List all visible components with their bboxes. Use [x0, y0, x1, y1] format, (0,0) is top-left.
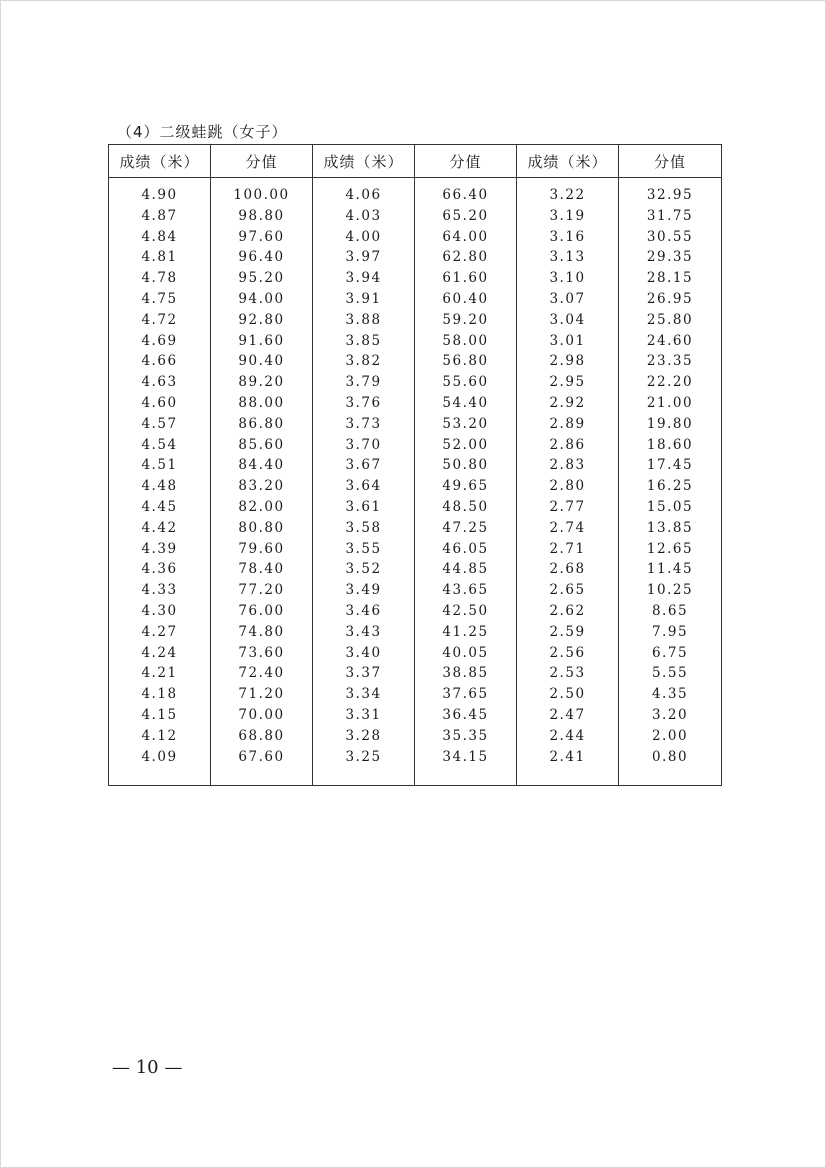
- table-row: [109, 705, 722, 726]
- cell-score-1: 4.72: [109, 310, 211, 331]
- spacer-cell: [109, 767, 211, 786]
- table-row: [109, 178, 722, 206]
- cell-points-3: 26.95: [619, 289, 722, 310]
- table-row: [109, 455, 722, 476]
- table-row: [109, 247, 722, 268]
- table-bottom-spacer: [109, 767, 722, 786]
- cell-score-3: 3.19: [517, 206, 619, 227]
- table-row: [109, 414, 722, 435]
- cell-points-2: 55.60: [415, 372, 517, 393]
- cell-score-1: 4.45: [109, 497, 211, 518]
- header-points-3: 分值: [619, 145, 722, 178]
- cell-score-2: 3.31: [313, 705, 415, 726]
- cell-points-3: 12.65: [619, 539, 722, 560]
- cell-points-3: 10.25: [619, 580, 722, 601]
- cell-points-2: 42.50: [415, 601, 517, 622]
- spacer-cell: [415, 767, 517, 786]
- cell-points-1: 68.80: [211, 726, 313, 747]
- cell-points-3: 3.20: [619, 705, 722, 726]
- section-title: （4）二级蛙跳（女子）: [117, 123, 288, 141]
- header-points-1: 分值: [211, 145, 313, 178]
- cell-points-2: 38.85: [415, 663, 517, 684]
- cell-score-3: 2.53: [517, 663, 619, 684]
- cell-score-1: 4.39: [109, 539, 211, 560]
- cell-score-2: 3.52: [313, 559, 415, 580]
- cell-points-1: 86.80: [211, 414, 313, 435]
- cell-score-3: 3.04: [517, 310, 619, 331]
- cell-points-1: 97.60: [211, 227, 313, 248]
- cell-score-2: 3.25: [313, 747, 415, 768]
- cell-score-1: 4.63: [109, 372, 211, 393]
- table-row: [109, 206, 722, 227]
- cell-points-2: 62.80: [415, 247, 517, 268]
- table-row: [109, 518, 722, 539]
- cell-score-2: 3.73: [313, 414, 415, 435]
- cell-points-2: 56.80: [415, 351, 517, 372]
- cell-score-3: 2.56: [517, 643, 619, 664]
- cell-score-1: 4.48: [109, 476, 211, 497]
- cell-score-2: 3.67: [313, 455, 415, 476]
- table-row: [109, 580, 722, 601]
- cell-points-1: 85.60: [211, 435, 313, 456]
- cell-points-2: 52.00: [415, 435, 517, 456]
- cell-points-2: 60.40: [415, 289, 517, 310]
- cell-points-1: 92.80: [211, 310, 313, 331]
- header-points-2: 分值: [415, 145, 517, 178]
- cell-score-3: 2.62: [517, 601, 619, 622]
- cell-points-2: 54.40: [415, 393, 517, 414]
- cell-score-3: 3.01: [517, 331, 619, 352]
- table-row: [109, 539, 722, 560]
- cell-points-1: 91.60: [211, 331, 313, 352]
- table-row: [109, 684, 722, 705]
- cell-points-2: 50.80: [415, 455, 517, 476]
- cell-score-1: 4.21: [109, 663, 211, 684]
- cell-points-1: 84.40: [211, 455, 313, 476]
- cell-points-1: 83.20: [211, 476, 313, 497]
- cell-points-2: 49.65: [415, 476, 517, 497]
- cell-score-2: 3.91: [313, 289, 415, 310]
- cell-score-2: 3.58: [313, 518, 415, 539]
- cell-score-2: 3.88: [313, 310, 415, 331]
- cell-points-3: 2.00: [619, 726, 722, 747]
- cell-points-3: 29.35: [619, 247, 722, 268]
- cell-points-3: 23.35: [619, 351, 722, 372]
- cell-score-2: 3.28: [313, 726, 415, 747]
- cell-points-1: 71.20: [211, 684, 313, 705]
- table-row: [109, 726, 722, 747]
- table-row: [109, 622, 722, 643]
- spacer-cell: [313, 767, 415, 786]
- cell-score-1: 4.51: [109, 455, 211, 476]
- cell-score-2: 3.40: [313, 643, 415, 664]
- table-row: [109, 663, 722, 684]
- table-row: [109, 310, 722, 331]
- cell-points-2: 37.65: [415, 684, 517, 705]
- header-score-2: 成绩（米）: [313, 145, 415, 178]
- cell-points-2: 64.00: [415, 227, 517, 248]
- cell-points-3: 25.80: [619, 310, 722, 331]
- cell-score-1: 4.15: [109, 705, 211, 726]
- cell-points-3: 22.20: [619, 372, 722, 393]
- cell-score-2: 3.76: [313, 393, 415, 414]
- cell-score-1: 4.54: [109, 435, 211, 456]
- spacer-cell: [211, 767, 313, 786]
- cell-points-2: 43.65: [415, 580, 517, 601]
- cell-score-2: 3.49: [313, 580, 415, 601]
- cell-points-1: 72.40: [211, 663, 313, 684]
- cell-points-3: 6.75: [619, 643, 722, 664]
- table-row: [109, 435, 722, 456]
- cell-points-3: 18.60: [619, 435, 722, 456]
- cell-score-1: 4.30: [109, 601, 211, 622]
- cell-points-2: 58.00: [415, 331, 517, 352]
- cell-score-2: 3.34: [313, 684, 415, 705]
- cell-score-2: 3.94: [313, 268, 415, 289]
- cell-score-3: 2.74: [517, 518, 619, 539]
- cell-score-3: 3.10: [517, 268, 619, 289]
- table-row: [109, 476, 722, 497]
- cell-score-3: 2.86: [517, 435, 619, 456]
- cell-points-3: 16.25: [619, 476, 722, 497]
- cell-points-2: 48.50: [415, 497, 517, 518]
- cell-score-2: 3.64: [313, 476, 415, 497]
- cell-points-1: 88.00: [211, 393, 313, 414]
- cell-score-1: 4.90: [109, 178, 211, 206]
- cell-score-2: 3.70: [313, 435, 415, 456]
- table-row: [109, 351, 722, 372]
- cell-points-3: 31.75: [619, 206, 722, 227]
- cell-score-2: 3.37: [313, 663, 415, 684]
- cell-score-3: 2.95: [517, 372, 619, 393]
- cell-score-2: 3.79: [313, 372, 415, 393]
- cell-points-3: 24.60: [619, 331, 722, 352]
- cell-points-2: 41.25: [415, 622, 517, 643]
- cell-score-3: 3.07: [517, 289, 619, 310]
- cell-points-3: 30.55: [619, 227, 722, 248]
- cell-points-1: 80.80: [211, 518, 313, 539]
- table-row: [109, 393, 722, 414]
- cell-score-2: 3.55: [313, 539, 415, 560]
- cell-points-3: 4.35: [619, 684, 722, 705]
- cell-points-1: 79.60: [211, 539, 313, 560]
- cell-points-3: 28.15: [619, 268, 722, 289]
- cell-points-1: 90.40: [211, 351, 313, 372]
- cell-points-3: 32.95: [619, 178, 722, 206]
- cell-score-3: 2.41: [517, 747, 619, 768]
- cell-score-3: 2.44: [517, 726, 619, 747]
- cell-points-1: 95.20: [211, 268, 313, 289]
- cell-points-3: 13.85: [619, 518, 722, 539]
- cell-points-1: 94.00: [211, 289, 313, 310]
- cell-score-3: 2.80: [517, 476, 619, 497]
- cell-points-2: 36.45: [415, 705, 517, 726]
- cell-score-1: 4.33: [109, 580, 211, 601]
- cell-score-1: 4.18: [109, 684, 211, 705]
- cell-score-3: 3.22: [517, 178, 619, 206]
- cell-points-3: 11.45: [619, 559, 722, 580]
- header-score-3: 成绩（米）: [517, 145, 619, 178]
- spacer-cell: [619, 767, 722, 786]
- cell-score-1: 4.66: [109, 351, 211, 372]
- cell-points-1: 96.40: [211, 247, 313, 268]
- cell-score-2: 3.85: [313, 331, 415, 352]
- cell-score-1: 4.87: [109, 206, 211, 227]
- cell-points-1: 98.80: [211, 206, 313, 227]
- table-body: [109, 178, 722, 786]
- cell-points-3: 17.45: [619, 455, 722, 476]
- cell-points-3: 7.95: [619, 622, 722, 643]
- cell-points-2: 46.05: [415, 539, 517, 560]
- table-header-row: [109, 145, 722, 178]
- cell-points-1: 82.00: [211, 497, 313, 518]
- cell-score-3: 3.13: [517, 247, 619, 268]
- table-row: [109, 747, 722, 768]
- cell-score-1: 4.12: [109, 726, 211, 747]
- cell-points-3: 21.00: [619, 393, 722, 414]
- cell-score-1: 4.75: [109, 289, 211, 310]
- cell-score-2: 3.97: [313, 247, 415, 268]
- table-row: [109, 268, 722, 289]
- cell-score-1: 4.78: [109, 268, 211, 289]
- cell-score-3: 2.68: [517, 559, 619, 580]
- cell-score-1: 4.69: [109, 331, 211, 352]
- cell-score-1: 4.42: [109, 518, 211, 539]
- cell-points-2: 35.35: [415, 726, 517, 747]
- cell-score-3: 2.59: [517, 622, 619, 643]
- cell-score-3: 2.83: [517, 455, 619, 476]
- cell-points-2: 34.15: [415, 747, 517, 768]
- cell-score-3: 2.50: [517, 684, 619, 705]
- cell-points-3: 0.80: [619, 747, 722, 768]
- cell-score-3: 2.47: [517, 705, 619, 726]
- cell-score-3: 2.77: [517, 497, 619, 518]
- cell-score-2: 4.06: [313, 178, 415, 206]
- score-table: [108, 144, 722, 786]
- cell-score-1: 4.81: [109, 247, 211, 268]
- table-row: [109, 643, 722, 664]
- cell-points-1: 76.00: [211, 601, 313, 622]
- table-row: [109, 601, 722, 622]
- cell-points-3: 15.05: [619, 497, 722, 518]
- cell-points-2: 47.25: [415, 518, 517, 539]
- cell-score-3: 3.16: [517, 227, 619, 248]
- cell-points-2: 61.60: [415, 268, 517, 289]
- cell-points-3: 8.65: [619, 601, 722, 622]
- cell-score-3: 2.89: [517, 414, 619, 435]
- cell-score-2: 4.03: [313, 206, 415, 227]
- header-score-1: 成绩（米）: [109, 145, 211, 178]
- cell-points-2: 65.20: [415, 206, 517, 227]
- cell-score-3: 2.71: [517, 539, 619, 560]
- cell-points-2: 44.85: [415, 559, 517, 580]
- cell-score-2: 4.00: [313, 227, 415, 248]
- cell-score-1: 4.24: [109, 643, 211, 664]
- cell-score-2: 3.46: [313, 601, 415, 622]
- page-number: — 10 —: [112, 1057, 183, 1078]
- cell-score-3: 2.65: [517, 580, 619, 601]
- table-row: [109, 497, 722, 518]
- cell-score-1: 4.36: [109, 559, 211, 580]
- cell-points-1: 89.20: [211, 372, 313, 393]
- cell-score-1: 4.60: [109, 393, 211, 414]
- cell-score-2: 3.61: [313, 497, 415, 518]
- cell-points-1: 78.40: [211, 559, 313, 580]
- cell-points-1: 73.60: [211, 643, 313, 664]
- cell-points-3: 19.80: [619, 414, 722, 435]
- table-row: [109, 331, 722, 352]
- cell-points-2: 40.05: [415, 643, 517, 664]
- spacer-cell: [517, 767, 619, 786]
- cell-points-3: 5.55: [619, 663, 722, 684]
- cell-points-2: 59.20: [415, 310, 517, 331]
- cell-points-1: 74.80: [211, 622, 313, 643]
- cell-score-1: 4.84: [109, 227, 211, 248]
- cell-score-1: 4.27: [109, 622, 211, 643]
- table-row: [109, 559, 722, 580]
- cell-score-1: 4.57: [109, 414, 211, 435]
- cell-points-1: 77.20: [211, 580, 313, 601]
- cell-points-2: 53.20: [415, 414, 517, 435]
- cell-score-2: 3.43: [313, 622, 415, 643]
- table-row: [109, 227, 722, 248]
- cell-points-2: 66.40: [415, 178, 517, 206]
- table-row: [109, 372, 722, 393]
- cell-score-2: 3.82: [313, 351, 415, 372]
- table-row: [109, 289, 722, 310]
- cell-points-1: 67.60: [211, 747, 313, 768]
- cell-points-1: 100.00: [211, 178, 313, 206]
- cell-score-3: 2.92: [517, 393, 619, 414]
- cell-score-1: 4.09: [109, 747, 211, 768]
- cell-score-3: 2.98: [517, 351, 619, 372]
- cell-points-1: 70.00: [211, 705, 313, 726]
